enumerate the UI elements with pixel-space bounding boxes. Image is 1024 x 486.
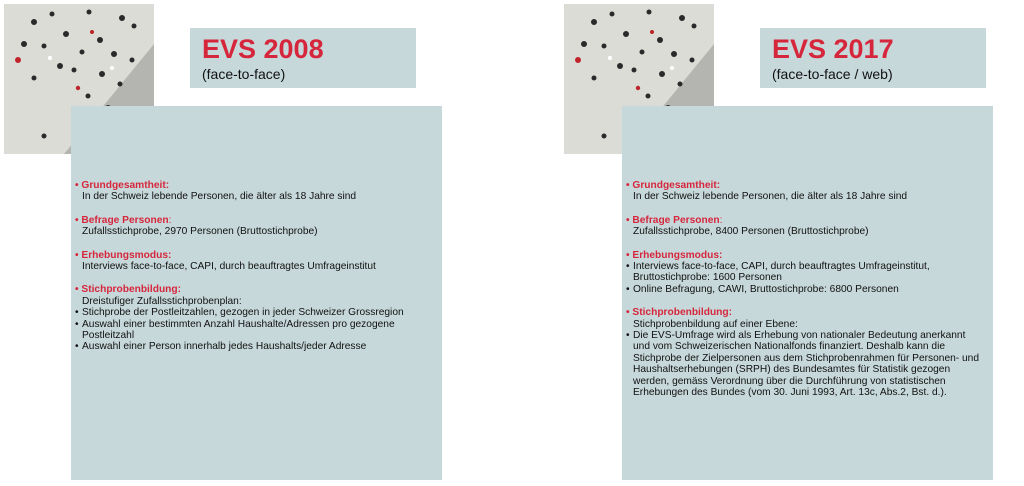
bullet-item: • Interviews face-to-face, CAPI, durch beauftragtes Umfrageinstitut, Bruttostichprobe: 1600 Personen <box>626 261 930 284</box>
section-heading: • Grundgesamtheit: <box>75 180 170 191</box>
section-heading: • Erhebungsmodus: <box>626 249 723 261</box>
title-box-right <box>760 28 986 88</box>
section-text: In der Schweiz lebende Personen, die älter als 18 Jahre sind <box>82 191 357 203</box>
section-heading: • Stichprobenbildung: <box>626 307 733 319</box>
section <box>626 307 985 398</box>
section <box>75 215 434 238</box>
title-box-left <box>190 28 416 88</box>
bullet-item: • Stichprobe der Postleitzahlen, gezogen in jeder Schweizer Grossregion <box>75 307 404 319</box>
section-heading: • Befrage Personen: <box>626 214 723 226</box>
section <box>75 250 434 273</box>
content-box-right <box>622 106 993 480</box>
section-text: Dreistufiger Zufallsstichprobenplan: <box>82 295 242 307</box>
subtitle-right: (face-to-face / web) <box>772 66 893 82</box>
content-left <box>75 180 434 365</box>
section-text: In der Schweiz lebende Personen, die älter als 18 Jahre sind <box>633 191 908 203</box>
section <box>626 180 985 203</box>
bullet-item: • Auswahl einer Person innerhalb jedes Haushalts/jeder Adresse <box>75 341 367 353</box>
bullet-item: • Auswahl einer bestimmten Anzahl Haushalte/Adressen pro gezogene Postleitzahl <box>75 318 395 342</box>
section <box>75 180 434 203</box>
title-right: EVS 2017 <box>772 34 894 64</box>
section <box>626 215 985 238</box>
section-text: Zufallsstichprobe, 8400 Personen (Bruttostichprobe) <box>633 226 869 238</box>
content-box-left <box>71 106 442 480</box>
section-text: Stichprobenbildung auf einer Ebene: <box>633 318 798 330</box>
section-heading: • Erhebungsmodus: <box>75 249 172 261</box>
subtitle-left: (face-to-face) <box>202 66 286 82</box>
bullet-item: • Online Befragung, CAWI, Bruttostichprobe: 6800 Personen <box>626 283 899 295</box>
title-left: EVS 2008 <box>202 34 324 64</box>
section-heading: • Stichprobenbildung: <box>75 284 182 296</box>
section <box>626 250 985 296</box>
section-heading: • Befrage Personen: <box>75 214 172 226</box>
content-right <box>626 180 985 411</box>
bullet-item: • Die EVS-Umfrage wird als Erhebung von nationaler Bedeutung anerkannt und vom Schweizerischen Nationalfonds finanziert. Deshalb kann die Stichprobe der Zielpersonen aus dem Stichprobenrahmen für Personen- und Haushaltserhebungen (SRPH) des Bundesamtes für Statistik gezogen werden, gemäss Verordnung über die Durchführung von statistischen Erhebungen des Bundes (vom 30. Juni 1993, Art. 13c, Abs.2, Bst. d.). <box>626 330 980 399</box>
section-heading: • Grundgesamtheit: <box>626 180 721 191</box>
section-text: Interviews face-to-face, CAPI, durch beauftragtes Umfrageinstitut <box>82 261 376 273</box>
section-text: Zufallsstichprobe, 2970 Personen (Bruttostichprobe) <box>82 226 318 238</box>
section <box>75 284 434 352</box>
